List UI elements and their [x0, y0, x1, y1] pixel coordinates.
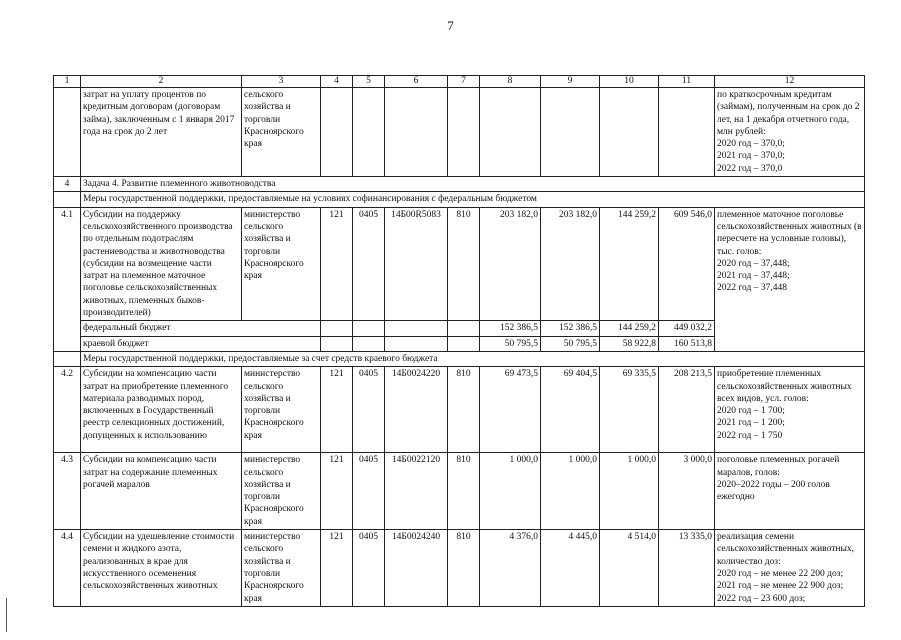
- amount-2021: 50 795,5: [541, 336, 600, 351]
- col-number: 10: [600, 76, 659, 88]
- responsible-ministry: министерство сельского хозяйства и торговли Красноярского края: [242, 367, 321, 453]
- csr-code: 14Б0024240: [385, 530, 448, 607]
- table-row: [54, 207, 865, 321]
- col-number: 4: [321, 76, 353, 88]
- table-row: [54, 367, 865, 453]
- measure-name: затрат на уплату процентов по кредитным договорам (договорам займа), заключенным с 1 января 2017 года на срок до 2 лет: [81, 88, 242, 177]
- measure-name: Субсидии на поддержку сельскохозяйственного производства по отдельным подотраслям растениеводства и животноводства (субсидии на возмещение части затрат на племенное маточное поголовье сельскохозяйственных животных, племенных быков-производителей): [81, 207, 242, 321]
- page-number: 7: [447, 18, 454, 33]
- section-title-regional: Меры государственной поддержки, предоставляемые за счет средств краевого бюджета: [81, 351, 865, 366]
- col-number: 11: [659, 76, 715, 88]
- rzpr-code: 0405: [353, 453, 385, 530]
- expected-result: поголовье племенных рогачей маралов, голов: 2020–2022 годы – 200 голов ежегодно: [715, 453, 865, 530]
- vr-code: 810: [448, 367, 480, 453]
- amount-2022: 4 514,0: [600, 530, 659, 607]
- amount-2020: 4 376,0: [480, 530, 541, 607]
- csr-code: 14Б0022120: [385, 453, 448, 530]
- amount-2020: 1 000,0: [480, 453, 541, 530]
- grbs-code: 121: [321, 207, 353, 321]
- row-number: 4.4: [54, 530, 81, 607]
- col-number: 12: [715, 76, 865, 88]
- row-number: 4.2: [54, 367, 81, 453]
- responsible-ministry: министерство сельского хозяйства и торговли Красноярского края: [242, 530, 321, 607]
- csr-code: 14Б00R5083: [385, 207, 448, 321]
- expected-result: реализация семени сельскохозяйственных животных, количество доз: 2020 год – не менее 22 200 доз; 2021 год – не менее 22 900 доз; 2022 год – 23 600 доз;: [715, 530, 865, 607]
- task-number: 4: [54, 177, 81, 192]
- col-number: 9: [541, 76, 600, 88]
- rzpr-code: 0405: [353, 367, 385, 453]
- col-number: 2: [81, 76, 242, 88]
- col-number: 5: [353, 76, 385, 88]
- grbs-code: 121: [321, 367, 353, 453]
- amount-total: 13 335,0: [659, 530, 715, 607]
- rzpr-code: 0405: [353, 530, 385, 607]
- responsible-ministry: министерство сельского хозяйства и торговли Красноярского края: [242, 207, 321, 321]
- responsible-ministry: министерство сельского хозяйства и торговли Красноярского края: [242, 453, 321, 530]
- table-row: [54, 453, 865, 530]
- amount-2021: 1 000,0: [541, 453, 600, 530]
- vr-code: 810: [448, 530, 480, 607]
- amount-total: 160 513,8: [659, 336, 715, 351]
- responsible-ministry: сельского хозяйства и торговли Красноярского края: [242, 88, 321, 177]
- column-number-row: [54, 76, 865, 88]
- measure-name: Субсидии на компенсацию части затрат на содержание племенных рогачей маралов: [81, 453, 242, 530]
- grbs-code: 121: [321, 453, 353, 530]
- col-number: 7: [448, 76, 480, 88]
- amount-2022: 144 259,2: [600, 207, 659, 321]
- col-number: 3: [242, 76, 321, 88]
- program-measures-table: [53, 75, 865, 607]
- row-number: 4.1: [54, 207, 81, 351]
- expected-result: племенное маточное поголовье сельскохозяйственных животных (в пересчете на условные головы), тыс. голов: 2020 год – 37,448; 2021 год – 37,448; 2022 год – 37,448: [715, 207, 865, 351]
- amount-2022: 1 000,0: [600, 453, 659, 530]
- amount-total: 449 032,2: [659, 321, 715, 336]
- amount-2022: 144 259,2: [600, 321, 659, 336]
- amount-2021: 4 445,0: [541, 530, 600, 607]
- expected-result: по краткосрочным кредитам (займам), полученным на срок до 2 лет, на 1 декабря отчетного года, млн рублей: 2020 год – 370,0; 2021 год – 370,0; 2022 год – 370,0: [715, 88, 865, 177]
- amount-2022: 58 922,8: [600, 336, 659, 351]
- budget-label: краевой бюджет: [81, 336, 321, 351]
- measure-name: Субсидии на удешевление стоимости семени и жидкого азота, реализованных в крае для искусственного осеменения сельскохозяйственных животных: [81, 530, 242, 607]
- amount-total: 609 546,0: [659, 207, 715, 321]
- measure-name: Субсидии на компенсацию части затрат на приобретение племенного материала разводимых пород, включенных в Государственный реестр селекционных достижений, допущенных к использованию: [81, 367, 242, 453]
- section-row: [54, 351, 865, 366]
- expected-result: приобретение племенных сельскохозяйственных животных всех видов, усл. голов: 2020 год – 1 700; 2021 год – 1 200; 2022 год – 1 750: [715, 367, 865, 453]
- table-row: [54, 530, 865, 607]
- amount-2020: 69 473,5: [480, 367, 541, 453]
- col-number: 1: [54, 76, 81, 88]
- task-title: Задача 4. Развитие племенного животноводства: [81, 177, 865, 192]
- amount-2022: 69 335,5: [600, 367, 659, 453]
- budget-label: федеральный бюджет: [81, 321, 321, 336]
- rzpr-code: 0405: [353, 207, 385, 321]
- col-number: 6: [385, 76, 448, 88]
- row-number: 4.3: [54, 453, 81, 530]
- section-row: [54, 192, 865, 207]
- amount-2021: 203 182,0: [541, 207, 600, 321]
- amount-2020: 203 182,0: [480, 207, 541, 321]
- col-number: 8: [480, 76, 541, 88]
- amount-2021: 152 386,5: [541, 321, 600, 336]
- amount-2021: 69 404,5: [541, 367, 600, 453]
- grbs-code: 121: [321, 530, 353, 607]
- scan-margin-line: [6, 598, 7, 632]
- task-row: [54, 177, 865, 192]
- amount-total: 3 000,0: [659, 453, 715, 530]
- amount-2020: 152 386,5: [480, 321, 541, 336]
- amount-total: 208 213,5: [659, 367, 715, 453]
- csr-code: 14Б0024220: [385, 367, 448, 453]
- vr-code: 810: [448, 453, 480, 530]
- table-row: [54, 88, 865, 177]
- vr-code: 810: [448, 207, 480, 321]
- amount-2020: 50 795,5: [480, 336, 541, 351]
- section-title-federal: Меры государственной поддержки, предоставляемые на условиях софинансирования с федеральным бюджетом: [81, 192, 865, 207]
